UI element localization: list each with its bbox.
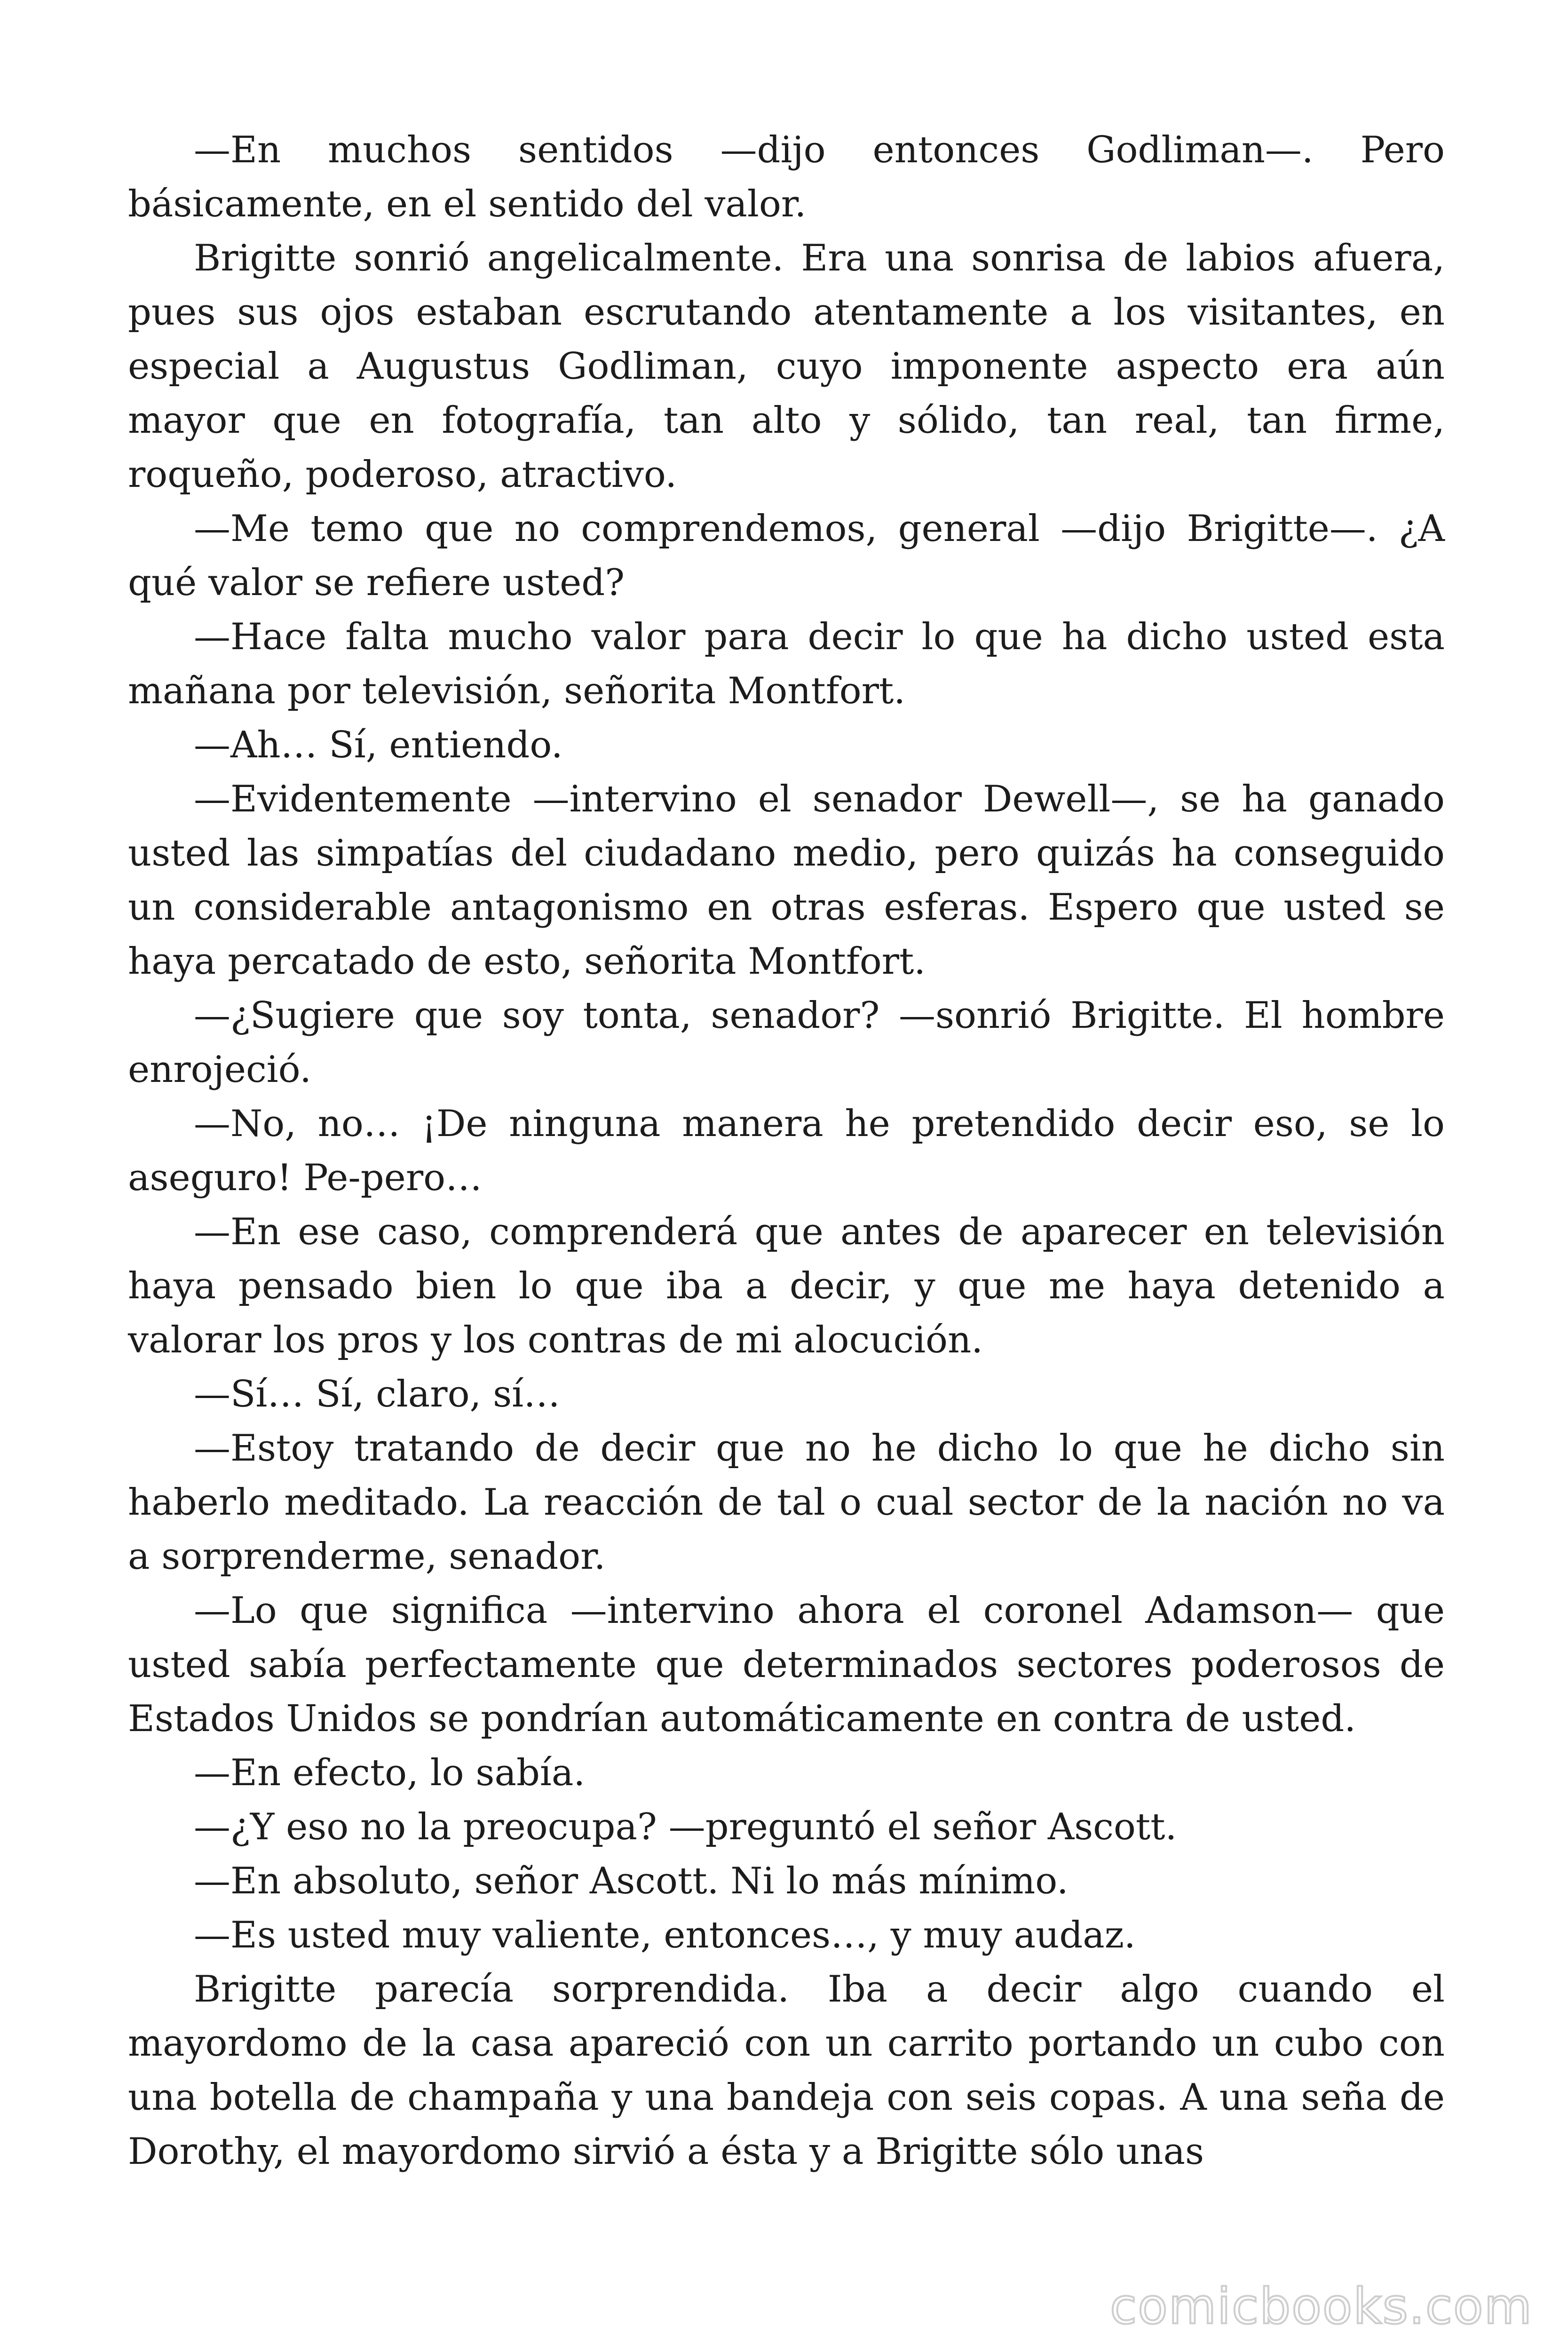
paragraph-last: Brigitte parecía sorprendida. Iba a decir algo cuando el mayordomo de la casa apareció con un carrito portando un cubo con una botella de champaña y una bandeja con seis copas. A una seña de Dorothy, el mayordomo sirvió a ésta y a Brigitte sólo unas [128, 1968, 1445, 2173]
paragraph: —¿Y eso no la preocupa? —preguntó el señor Ascott. [194, 1806, 1177, 1848]
paragraph: —Sí… Sí, claro, sí… [194, 1373, 561, 1415]
paragraph: —Evidentemente —intervino el senador Dewell—, se ha ganado usted las simpatías del ciudadano medio, pero quizás ha conseguido un considerable antagonismo en otras esferas. Espero que usted se haya percatado de esto, señorita Montfort. [128, 778, 1445, 983]
paragraph: —En ese caso, comprenderá que antes de aparecer en televisión haya pensado bien lo que iba a decir, y que me haya detenido a valorar los pros y los contras de mi alocución. [128, 1211, 1445, 1361]
paragraph: —En muchos sentidos —dijo entonces Godliman—. Pero básicamente, en el sentido del valor. [128, 129, 1445, 225]
paragraph: —¿Sugiere que soy tonta, senador? —sonrió Brigitte. El hombre enrojeció. [128, 994, 1445, 1091]
paragraph: —No, no… ¡De ninguna manera he pretendido decir eso, se lo aseguro! Pe-pero… [128, 1103, 1445, 1199]
paragraph: —Hace falta mucho valor para decir lo que ha dicho usted esta mañana por televisión, señorita Montfort. [128, 616, 1445, 712]
paragraph: —Lo que significa —intervino ahora el coronel Adamson— que usted sabía perfectamente que determinados sectores poderosos de Estados Unidos se pondrían automáticamente en contra de usted. [128, 1589, 1445, 1740]
paragraph: —Estoy tratando de decir que no he dicho lo que he dicho sin haberlo meditado. La reacción de tal o cual sector de la nación no va a sorprenderme, senador. [128, 1427, 1445, 1578]
paragraph: —Me temo que no comprendemos, general —dijo Brigitte—. ¿A qué valor se refiere usted? [128, 508, 1445, 604]
watermark: comicbooks.com [1109, 2278, 1533, 2335]
paragraph: —En efecto, lo sabía. [194, 1752, 586, 1794]
paragraph: —Es usted muy valiente, entonces…, y muy audaz. [194, 1914, 1136, 1956]
book-page-text [128, 123, 1445, 2179]
paragraph: —Ah… Sí, entiendo. [194, 724, 563, 766]
paragraph: Brigitte sonrió angelicalmente. Era una sonrisa de labios afuera, pues sus ojos estaban escrutando atentamente a los visitantes, en especial a Augustus Godliman, cuyo imponente aspecto era aún mayor que en fotografía, tan alto y sólido, tan real, tan firme, roqueño, poderoso, atractivo. [128, 237, 1445, 496]
paragraph: —En absoluto, señor Ascott. Ni lo más mínimo. [194, 1860, 1069, 1902]
